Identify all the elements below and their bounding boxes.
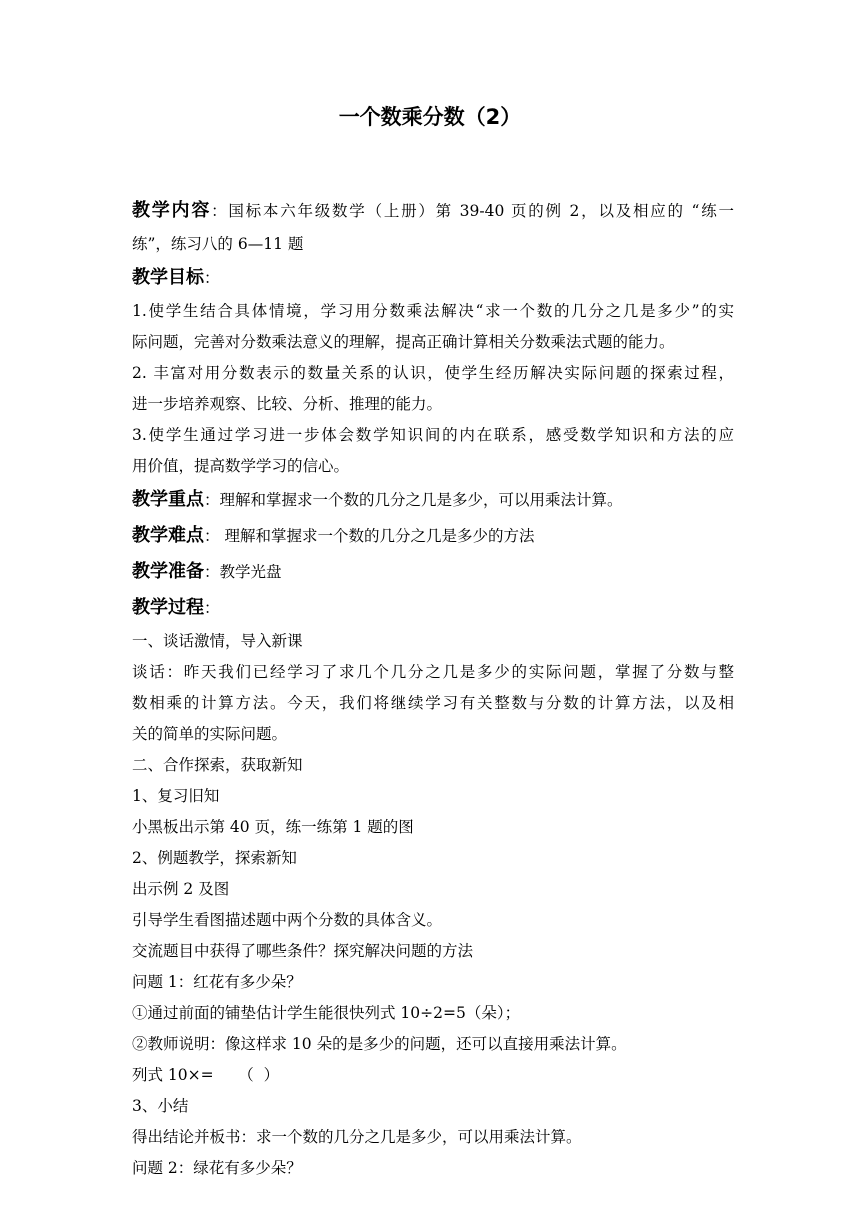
teaching-goal-line: 进一步培养观察、比较、分析、推理的能力。 bbox=[132, 395, 443, 413]
process-line: 引导学生看图描述题中两个分数的具体含义。 bbox=[132, 911, 443, 929]
process-line: 谈话：昨天我们已经学习了求几个几分之几是多少的实际问题，掌握了分数与整 bbox=[132, 663, 734, 681]
process-line: 数相乘的计算方法。今天，我们将继续学习有关整数与分数的计算方法，以及相 bbox=[132, 694, 734, 712]
label-colon: ： bbox=[204, 527, 220, 545]
preparation-text: 教学光盘 bbox=[219, 563, 282, 581]
process-line: 交流题目中获得了哪些条件？探究解决问题的方法 bbox=[132, 942, 474, 960]
teaching-goal-line: 2. 丰富对用分数表示的数量关系的认识，使学生经历解决实际问题的探索过程， bbox=[132, 364, 734, 382]
teaching-content-text: 国标本六年级数学（上册）第 39-40 页的例 2，以及相应的 “练一 bbox=[228, 202, 734, 220]
difficulty-line bbox=[132, 518, 734, 554]
preparation-line bbox=[132, 554, 734, 590]
key-point-text: 理解和掌握求一个数的几分之几是多少，可以用乘法计算。 bbox=[219, 491, 623, 509]
process-line: ②教师说明：像这样求 10 朵的是多少的问题，还可以直接用乘法计算。 bbox=[132, 1035, 627, 1053]
process-line: 关的简单的实际问题。 bbox=[132, 725, 288, 743]
key-point-label: 教学重点 bbox=[132, 489, 204, 510]
process-line: ①通过前面的铺垫估计学生能很快列式 10÷2=5（朵）； bbox=[132, 1004, 521, 1022]
process-line: 列式 10×= （ ） bbox=[132, 1066, 280, 1084]
preparation-label: 教学准备 bbox=[132, 561, 204, 582]
process-label: 教学过程 bbox=[132, 597, 204, 618]
process-line: 1、复习旧知 bbox=[132, 787, 220, 805]
process-line: 得出结论并板书：求一个数的几分之几是多少，可以用乘法计算。 bbox=[132, 1128, 582, 1146]
process-heading bbox=[132, 590, 734, 626]
process-line: 2、例题教学，探索新知 bbox=[132, 849, 297, 867]
label-colon: ： bbox=[204, 563, 220, 581]
document-title: 一个数乘分数（2） bbox=[338, 105, 522, 129]
teaching-goal-line: 1.使学生结合具体情境，学习用分数乘法解决“求一个数的几分之几是多少”的实 bbox=[132, 302, 734, 320]
teaching-goal-line: 3.使学生通过学习进一步体会数学知识间的内在联系，感受数学知识和方法的应 bbox=[132, 426, 734, 444]
process-line: 二、合作探索，获取新知 bbox=[132, 756, 303, 774]
label-colon: ： bbox=[204, 269, 220, 287]
process-line: 出示例 2 及图 bbox=[132, 880, 230, 898]
label-colon: ： bbox=[211, 202, 229, 220]
teaching-content-line-1 bbox=[132, 193, 734, 229]
process-line: 问题 2：绿花有多少朵？ bbox=[132, 1159, 302, 1177]
label-colon: ： bbox=[204, 491, 220, 509]
key-point-line bbox=[132, 482, 734, 518]
process-line: 问题 1：红花有多少朵？ bbox=[132, 973, 302, 991]
difficulty-label: 教学难点 bbox=[132, 525, 204, 546]
process-line: 一、谈话激情，导入新课 bbox=[132, 632, 303, 650]
difficulty-text: 理解和掌握求一个数的几分之几是多少的方法 bbox=[219, 527, 535, 545]
teaching-content-line-2: 练”，练习八的 6—11 题 bbox=[132, 235, 304, 253]
teaching-goal-line: 用价值，提高数学学习的信心。 bbox=[132, 457, 350, 475]
label-colon: ： bbox=[204, 599, 220, 617]
teaching-goal-line: 际问题，完善对分数乘法意义的理解，提高正确计算相关分数乘法式题的能力。 bbox=[132, 333, 675, 351]
process-line: 3、小结 bbox=[132, 1097, 189, 1115]
document-body bbox=[132, 193, 734, 1184]
teaching-goals-heading bbox=[132, 260, 734, 296]
teaching-content-label: 教学内容 bbox=[132, 200, 212, 221]
process-line: 小黑板出示第 40 页，练一练第 1 题的图 bbox=[132, 818, 414, 836]
teaching-goals-label: 教学目标 bbox=[132, 267, 204, 288]
